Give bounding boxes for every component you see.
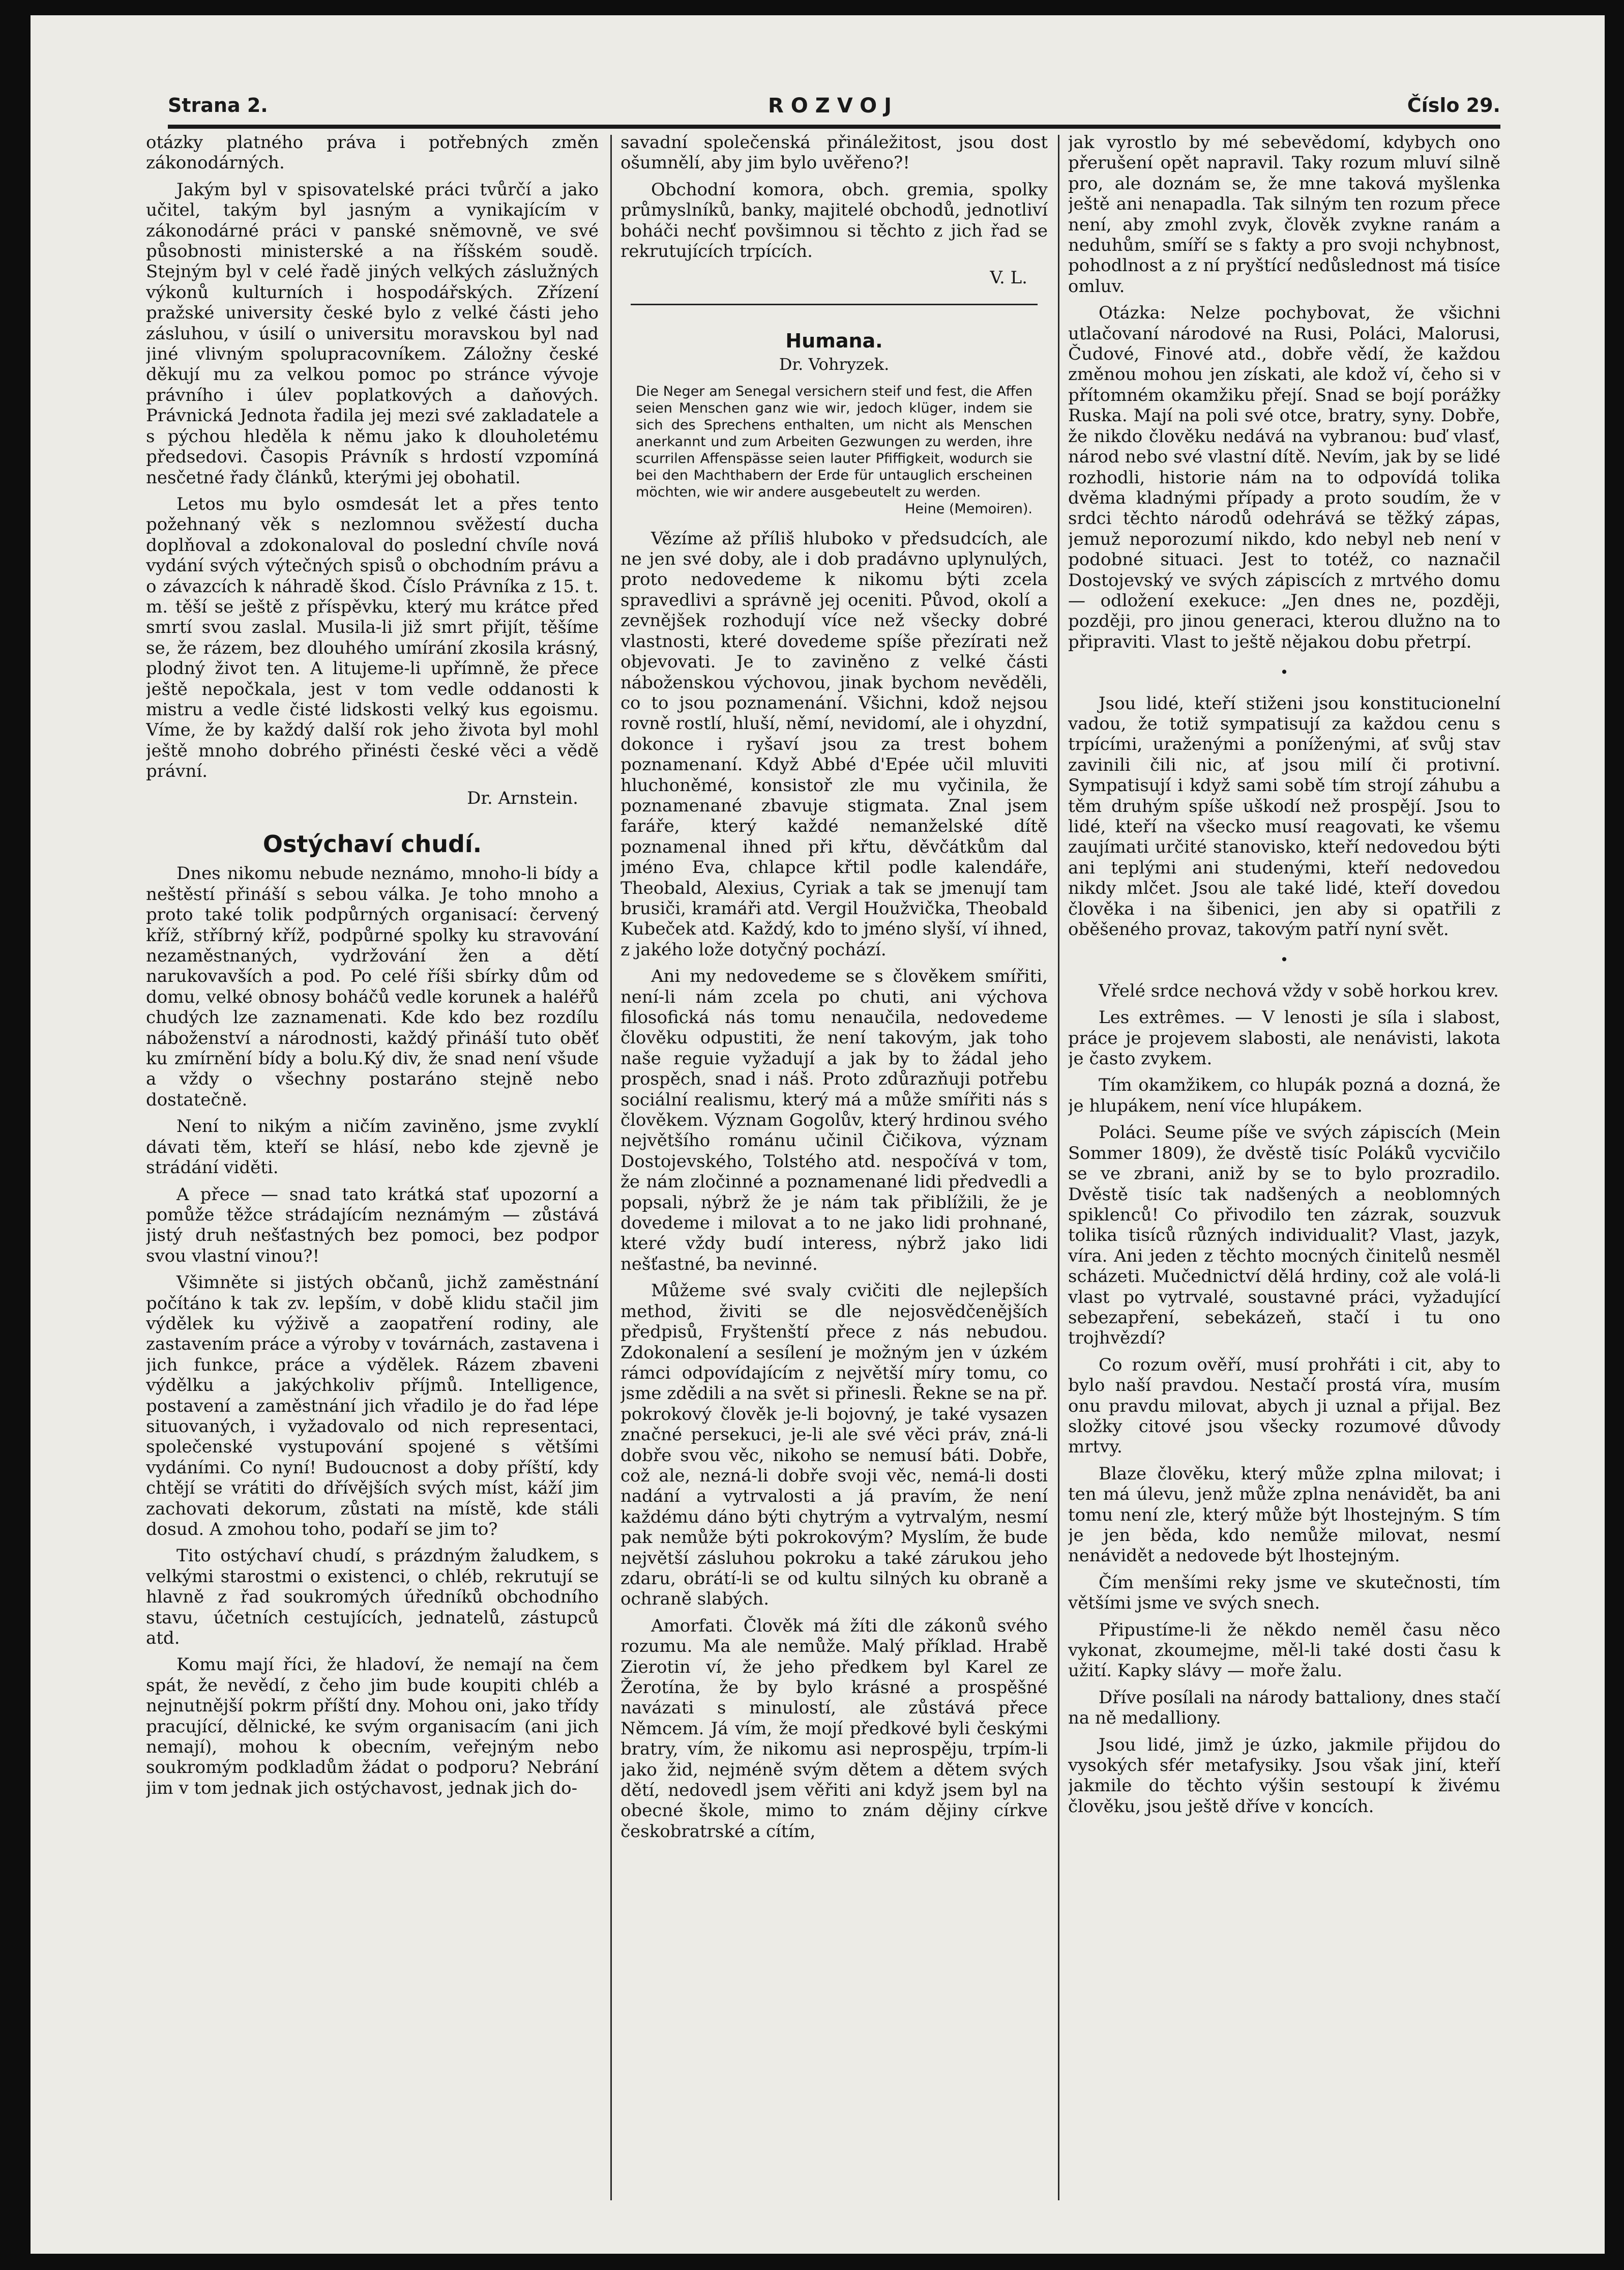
- aphorism-paragraph: Les extrêmes. — V lenosti je síla i slabost, práce je projevem slabosti, ale nenávisti, lakota je často zvykem.: [1068, 1007, 1500, 1069]
- tribute-paragraph: Jakým byl v spisovatelské práci tvůrčí a jako učitel, takým byl jasným a vynikajícím v zákonodárné práci v panské sněmovně, ve své působnosti ministerské a na říšském soudě. Stejným byl v celé řadě jiných velkých záslužných výkonů kulturních i hospodářských. Zřízení pražské university české bylo z velké části jeho zásluhou, v úsilí o universitu moravskou byl nad jiné vlivným spolupracovníkem. Záložny české děkují mu za velkou pomoc po stránce vývoje právního i úlev poplatkových a daňových. Právnická Jednota řadila jej mezi své zakladatele a s pýchou hleděla k němu jako k dlouholetému předsedovi. Časopis Právník s hrdostí vzpomíná nesčetné řady článků, kterými jej obohatil.: [146, 179, 599, 488]
- aphorism-paragraph: Připustíme-li že někdo neměl času něco vykonat, zkoumejme, měl-li také dosti času k užití. Kapky slávy — moře žalu.: [1068, 1619, 1500, 1681]
- section-separator: [631, 304, 1038, 305]
- section-bullet: •: [1280, 951, 1289, 969]
- aphorism-paragraph: Poláci. Seume píše ve svých zápiscích (Mein Sommer 1809), že dvěstě tisíc Poláků vycvičilo se ve zbrani, aniž by se to bylo prozradilo. Dvěstě tisíc tak nadšených a neoblomných spiklenců! Co přivodilo ten zázrak, souzvuk tolika tisíců různých individualit? Vlast, jazyk, víra. Ani jeden z těchto mocných činitelů nesměl scházeti. Mučednictví dělá hrdiny, což ale volá-li vlast po vytrvalé, soustavné práci, vyžadující sebezapření, sebekázeň, stačí i tu ono trojhvězdí?: [1068, 1122, 1500, 1349]
- humana-author: Dr. Vohryzek.: [779, 355, 890, 374]
- aphorism-paragraph: Vřelé srdce nechová vždy v sobě horkou krev.: [1099, 980, 1499, 1001]
- issue-number: Číslo 29.: [1407, 94, 1500, 117]
- continuation-signature: V. L.: [990, 268, 1027, 288]
- tribute-paragraph: otázky platného práva i potřebných změn zákonodárných.: [146, 132, 599, 173]
- tribute-paragraph: Letos mu bylo osmdesát let a přes tento požehnaný věk s nezlomnou svěžestí ducha doplňoval a zdokonaloval do poslední chvíle nová vydání svých výtečných spisů o obchodním právu a o závazcích k náhradě škod. Číslo Právníka z 15. t. m. těší se ještě z příspěvku, který mu krátce před smrtí svou zaslal. Musila-li již smrt přijít, těšíme se, že rázem, bez dlouhého umírání zkosila krásný, plodný život ten. A litujeme-li upřímně, že přece ještě nepočkala, jest v tom vedle oddanosti k mistru a vedle čisté lidskosti velký kus egoismu. Víme, že by každý další rok jeho života byl mohl ještě mnoho dobrého přinésti české věci a vědě právní.: [146, 493, 599, 782]
- page-number: Strana 2.: [168, 94, 268, 117]
- humana-paragraph: Ani my nedovedeme se s člověkem smířiti, není-li nám zcela po chuti, ani výchova filosofická nás tomu nenaučila, nedovedeme člověku odpustiti, že není takovým, jak toho naše reguie vyžadují a jak by to žádal jeho prospěch, snad i náš. Proto zdůrazňuji potřebu sociální realismu, který má a může smířiti nás s člověkem. Význam Gogolův, který hrdinou svého největšího románu učinil Čičikova, význam Dostojevského, Tolstého atd. nespočívá v tom, že nám zločinné a poznamenané lidi předvedli a popsali, nýbrž že je nám tak přiblížili, že je dovedeme i milovat a to ne jako lidi prohnané, které vždy budí interess, nýbrž jako lidi nešťastné, ba nevinné.: [621, 966, 1048, 1274]
- article-paragraph: Komu mají říci, že hladoví, že nemají na čem spát, že nevědí, z čeho jim bude koupiti chléb a nejnutnější pokrm příští dny. Mohou oni, jako třídy pracující, dělnické, ke svým organisacím (ani jich nemají), mohou k obecním, veřejným nebo soukromým podkladům žádat o podporu? Nebrání jim v tom jednak jich ostýchavost, jednak jich do-: [146, 1654, 599, 1798]
- aphorism-paragraph: jak vyrostlo by mé sebevědomí, kdybych ono přerušení opět napravil. Taky rozum mluví silně pro, ale doznám se, že mne taková myšlenka ještě ani nenapadla. Tak silným ten rozum přece není, aby zmohl zvyk, člověk zvykne ranám a neduhům, smíří se s fakty a pro svoji nchybnost, pohodlnost a z ní pryštící nedůslednost má tisíce omluv.: [1068, 132, 1500, 297]
- aphorism-paragraph: Blaze člověku, který může zplna milovat; i ten má úlevu, jenž může zplna nenávidět, ba ani tomu není zle, který může být lhostejným. S tím je jen běda, kdo nemůže milovat, nesmí nenávidět a nedovede být lhostejným.: [1068, 1463, 1500, 1566]
- motto-source: Heine (Memoiren).: [905, 501, 1032, 517]
- tribute-signature: Dr. Arnstein.: [467, 788, 578, 808]
- article-paragraph: Tito ostýchaví chudí, s prázdným žaludkem, s velkými starostmi o existenci, o chléb, rekrutují se hlavně z řad soukromých úředníků obchodního stavu, účetních cestujících, jednatelů, zástupců atd.: [146, 1546, 599, 1649]
- column-2: [621, 132, 1048, 2208]
- article-paragraph: Všimněte si jistých občanů, jichž zaměstnání počítáno k tak zv. lepším, v době klidu stačil jim výdělek ku výživě a zaopatření rodiny, ale zastavením práce a výroby v továrnách, zastavena i jich funkce, práce a výdělek. Rázem zbaveni výdělku a jakýchkoliv příjmů. Intelligence, postavení a zaměstnání jich vřadilo je do řad lépe situovaných, i vyžadovalo od nich representaci, společenské vystupování spojené s většími vydáními. Co nyní! Budoucnost a doby příští, kdy chtějí se vrátiti do dřívějších svých míst, káží jim zachovati dekorum, zůstati na místě, kde stáli dosud. A zmohou toho, podaří se jim to?: [146, 1272, 599, 1539]
- section-bullet: •: [1280, 664, 1289, 681]
- aphorism-paragraph: Dříve posílali na národy battaliony, dnes stačí na ně medalliony.: [1068, 1687, 1500, 1729]
- motto-quote: [636, 383, 1032, 517]
- aphorism-paragraph: Jsou lidé, kteří stiženi jsou konstitucionelní vadou, že totiž sympatisují za každou cenu s trpícími, uraženými a poníženými, ať svůj stav zavinili čili nic, ať jsou milí či protivní. Sympatisují i když sami sobě tím strojí záhubu a těm druhým spíše uškodí než prospějí. Jsou to lidé, kteří na všecko musí reagovati, ke všemu zaujímati určité stanovisko, kteří nedovedou býti ani teplými ani studenými, kteří nedovedou nikdy mlčet. Jsou ale také lidé, kteří dovedou člověka i na šibenici, jen aby si opatřili z oběšeného provaz, takovým patří nyní svět.: [1068, 693, 1500, 940]
- article-paragraph: A přece — snad tato krátká stať upozorní a pomůže těžce strádajícím neznámým — zůstává jistý druh nešťastných bez pomoci, bez podpor svou vlastní vinou?!: [146, 1184, 599, 1266]
- continuation-paragraph: savadní společenská přináležitost, jsou dost ošumnělí, aby jim bylo uvěřeno?!: [621, 132, 1048, 173]
- aphorism-paragraph: Co rozum ověří, musí prohřáti i cit, aby to bylo naší pravdou. Nestačí prostá víra, musím onu pravdu milovat, abych ji uznal a přijal. Bez složky citové jsou všecky rozumové důvody mrtvy.: [1068, 1354, 1500, 1458]
- article-paragraph: Není to nikým a ničím zaviněno, jsme zvyklí dávati těm, kteří se hlásí, nebo kde zjevně je strádání viděti.: [146, 1116, 599, 1178]
- humana-paragraph: Vězíme až příliš hluboko v předsudcích, ale ne jen své doby, ale i dob pradávno uplynulých, proto nedovedeme k nikomu býti zcela spravedlivi a správně jej oceniti. Původ, okolí a zevnějšek rozhodují více než všecky dobré vlastnosti, které dovedeme spíše přezírati než objevovati. Je to zaviněno z velké části náboženskou výchovou, jinak bychom nevěděli, co to jsou poznamenání. Všichni, kdož nejsou rovně rostlí, hluší, němí, nevidomí, ale i ohyzdní, dokonce i ryšaví jsou za trest bohem poznamenaní. Když Abbé d'Epée učil mluviti hluchoněmé, konsistoř zle mu vyčinila, že poznamenané zbavuje stigmata. Znal jsem faráře, který každé nemanželské dítě poznamenal ihned při křtu, děvčátkům dal jméno Eva, chlapce křtil podle kalendáře, Theobald, Alexius, Cyriak a tak se jmenují tam brusiči, kramáři atd. Vergil Houžvička, Theobald Kubeček atd. Každý, kdo to jméno slyší, ví ihned, z jakého lože dotyčný pochází.: [621, 528, 1048, 960]
- humana-paragraph: Amorfati. Člověk má žíti dle zákonů svého rozumu. Ma ale nemůže. Malý příklad. Hrabě Zierotin ví, že jeho předkem byl Karel ze Žerotína, že by bylo krásné a prospěšné navázati s minulostí, ale zůstává přece Němcem. Já vím, že mojí předkové byli českými bratry, vím, že nikomu asi neprospěju, trpím-li jako žid, nejméně svým dětem a dětem svých dětí, nedovedl jsem věřiti ani když jsem byl na obecné škole, mimo to znám dějiny církve českobratrské a cítím,: [621, 1615, 1048, 1842]
- motto-text: Die Neger am Senegal versichern steif und fest, die Affen seien Menschen ganz wie wir, jedoch klüger, indem sie sich des Sprechens enthalten, um nicht als Menschen anerkannt und zum Arbeiten Gezwungen zu werden, ihre scurrilen Affenspässe seien lauter Pfiffigkeit, wodurch sie bei den Machthabern der Erde für untauglich erscheinen möchten, wie wir andere ausgebeutelt zu werden.: [636, 383, 1032, 500]
- aphorism-paragraph: Tím okamžikem, co hlupák pozná a dozná, že je hlupákem, není více hlupákem.: [1068, 1075, 1500, 1116]
- newspaper-page: [31, 15, 1605, 2254]
- humana-paragraph: Můžeme své svaly cvičiti dle nejlepších method, živiti se dle nejosvědčenějších předpisů, Fryštenští přece z nás nebudou. Zdokonalení a sesílení je možným jen v úzkém rámci odpovídajícím z největší míry tomu, co jsme zdědili a na svět si přinesli. Řekne se na př. pokrokový člověk je-li bojovný, je také vysazen značné persekuci, je-li ale své věci práv, zná-li dobře svou věc, nikoho se nemusí báti. Dobře, což ale, nezná-li dobře svoji věc, nemá-li dosti nadání a vytrvalosti a já pravím, že není každému dáno býti chytrým a vytrvalým, nesmí pak nemůže býti pokrokovým? Myslím, že bude největší zásluhou pokroku a také zárukou jeho zdaru, obrátí-li se od kultu silných ku obraně a ochraně slabých.: [621, 1280, 1048, 1610]
- column-divider-2: [1058, 135, 1059, 2200]
- continuation-paragraph: Obchodní komora, obch. gremia, spolky průmyslníků, banky, majitelé obchodů, jednotliví boháči nechť povšimnou si těchto z jich řad se rekrutujících trpících.: [621, 179, 1048, 262]
- aphorism-paragraph: Otázka: Nelze pochybovat, že všichni utlačovaní národové na Rusi, Poláci, Malorusi, Čudové, Finové atd., dobře vědí, že každou změnou mohou jen získati, ale kdož ví, čeho si v přítomném okamžiku přejí. Snad se bojí porážky Ruska. Mají na poli své otce, bratry, syny. Dobře, že nikdo člověku nedává na vybranou: buď vlasť, národ nebo své vlastní dítě. Nevím, jak by se lidé rozhodli, historie nám na to odpovídá tolika dvěma kladnými případy a proto soudím, že v srdci těchto národů odehrává se těžký zápas, jemuž neporozumí nikdo, kdo nebyl neb není v podobné situaci. Jest to totéž, co naznačil Dostojevský ve svých zápiscích z mrtvého domu — odložení exekuce: „Jen dnes ne, později, později, pro jinou generaci, kterou dlužno na to připraviti. Vlast to ještě nějakou dobu přetrpí.: [1068, 303, 1500, 652]
- article-paragraph: Dnes nikomu nebude neznámo, mnoho-li bídy a neštěstí přináší s sebou válka. Je toho mnoho a proto také tolik podpůrných organisací: červený kříž, stříbrný kříž, podpůrné spolky ku stravování nezaměstnaných, vydržování žen a dětí narukovavších a pod. Po celé říši sbírky dům od domu, velké obnosy boháčů vedle korunek a haléřů chudých lze zaznamenati. Kde kdo bez rozdílu náboženství a národnosti, každý přináší tuto oběť ku zmírnění bídy a bolu.Ký div, že snad není všude a vždy o všechny postaráno stejně nebo dostatečně.: [146, 863, 599, 1110]
- aphorism-paragraph: Jsou lidé, jimž je úzko, jakmile přijdou do vysokých sfér metafysiky. Jsou však jiní, kteří jakmile do těchto výšin sestoupí k živému člověku, jsou ještě dříve v koncích.: [1068, 1734, 1500, 1817]
- column-divider-1: [610, 135, 612, 2200]
- journal-title: ROZVOJ: [768, 94, 899, 118]
- column-1: [146, 132, 599, 2208]
- column-3: [1068, 132, 1500, 2208]
- article-title: Ostýchaví chudí.: [262, 830, 482, 858]
- aphorism-paragraph: Čím menšími reky jsme ve skutečnosti, tím většími jsme ve svých snech.: [1068, 1572, 1500, 1614]
- header-rule: [168, 125, 1500, 129]
- humana-title: Humana.: [785, 329, 883, 352]
